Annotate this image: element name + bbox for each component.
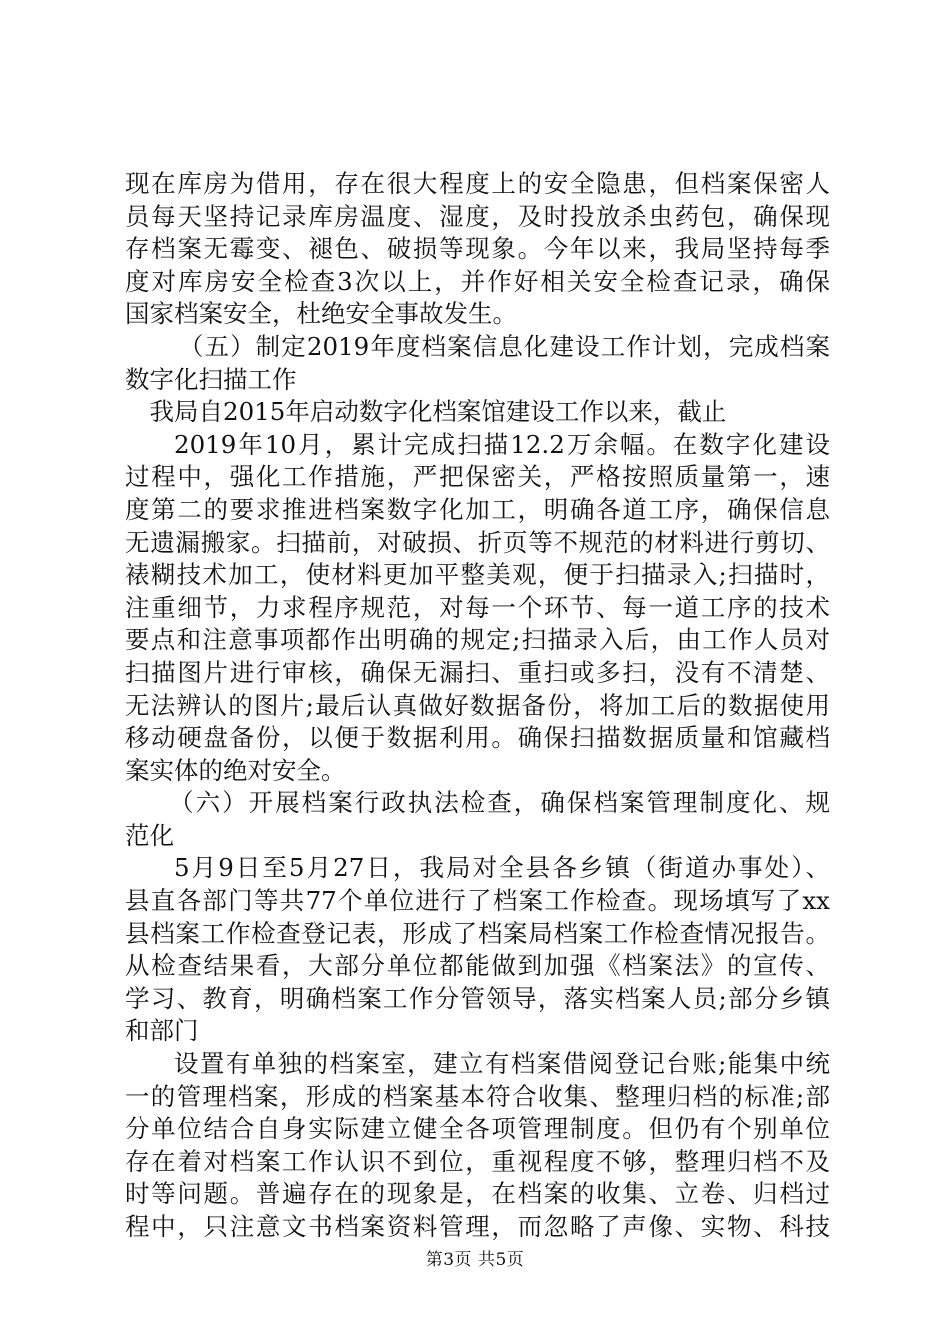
text-line: 裱糊技术加工，使材料更加平整美观，便于扫描录入;扫描时， (125, 560, 830, 590)
text-line: （五）制定2019年度档案信息化建设工作计划，完成档案 (178, 331, 830, 361)
text-line: 县直各部门等共77个单位进行了档案工作检查。现场填写了xx (125, 886, 830, 916)
text-line: 范化 (125, 820, 174, 850)
text-line: 度第二的要求推进档案数字化加工，明确各道工序，确保信息 (125, 494, 830, 524)
text-line: 2019年10月，累计完成扫描12.2万余幅。在数字化建设 (174, 429, 830, 459)
text-line: 移动硬盘备份，以便于数据利用。确保扫描数据质量和馆藏档 (125, 723, 830, 753)
text-line: 要点和注意事项都作出明确的规定;扫描录入后，由工作人员对 (125, 625, 830, 655)
text-line: 无法辨认的图片;最后认真做好数据备份，将加工后的数据使用 (125, 690, 830, 720)
text-line: 一的管理档案，形成的档案基本符合收集、整理归档的标准;部 (125, 1081, 830, 1111)
text-line: 学习、教育，明确档案工作分管领导，落实档案人员;部分乡镇 (125, 983, 830, 1013)
text-line: 5月9日至5月27日，我局对全县各乡镇（街道办事处）、 (174, 853, 830, 883)
text-line: 设置有单独的档案室，建立有档案借阅登记台账;能集中统 (174, 1049, 830, 1079)
text-line: 时等问题。普遍存在的现象是，在档案的收集、立卷、归档过 (125, 1179, 830, 1209)
text-line: 注重细节，力求程序规范，对每一个环节、每一道工序的技术 (125, 592, 830, 622)
text-line: 过程中，强化工作措施，严把保密关，严格按照质量第一，速 (125, 462, 830, 492)
text-line: 度对库房安全检查3次以上，并作好相关安全检查记录，确保 (125, 266, 830, 296)
text-line: 数字化扫描工作 (125, 364, 297, 394)
text-line: （六）开展档案行政执法检查，确保档案管理制度化、规 (169, 788, 830, 818)
text-line: 从检查结果看，大部分单位都能做到加强《档案法》的宣传、 (125, 951, 830, 981)
text-line: 程中，只注意文书档案资料管理，而忽略了声像、实物、科技 (125, 1212, 830, 1241)
text-line: 扫描图片进行审核，确保无漏扫、重扫或多扫，没有不清楚、 (125, 657, 830, 687)
text-line: 存档案无霉变、褪色、破损等现象。今年以来，我局坚持每季 (125, 234, 830, 264)
text-line: 和部门 (125, 1016, 199, 1046)
page-footer: 第3页 共5页 (425, 1250, 525, 1270)
text-line: 分单位结合自身实际建立健全各项管理制度。但仍有个别单位 (125, 1114, 830, 1144)
text-line: 存在着对档案工作认识不到位，重视程度不够，整理归档不及 (125, 1146, 830, 1176)
text-line: 案实体的绝对安全。 (125, 755, 346, 785)
text-line: 无遗漏搬家。扫描前，对破损、折页等不规范的材料进行剪切、 (125, 527, 830, 557)
document-body (125, 168, 830, 1244)
text-line: 员每天坚持记录库房温度、湿度，及时投放杀虫药包，确保现 (125, 201, 830, 231)
text-line: 现在库房为借用，存在很大程度上的安全隐患，但档案保密人 (125, 169, 830, 198)
text-line: 我局自2015年启动数字化档案馆建设工作以来，截止 (149, 397, 727, 427)
text-line: 国家档案安全，杜绝安全事故发生。 (125, 299, 517, 329)
text-line: 县档案工作检查登记表，形成了档案局档案工作检查情况报告。 (125, 918, 830, 948)
